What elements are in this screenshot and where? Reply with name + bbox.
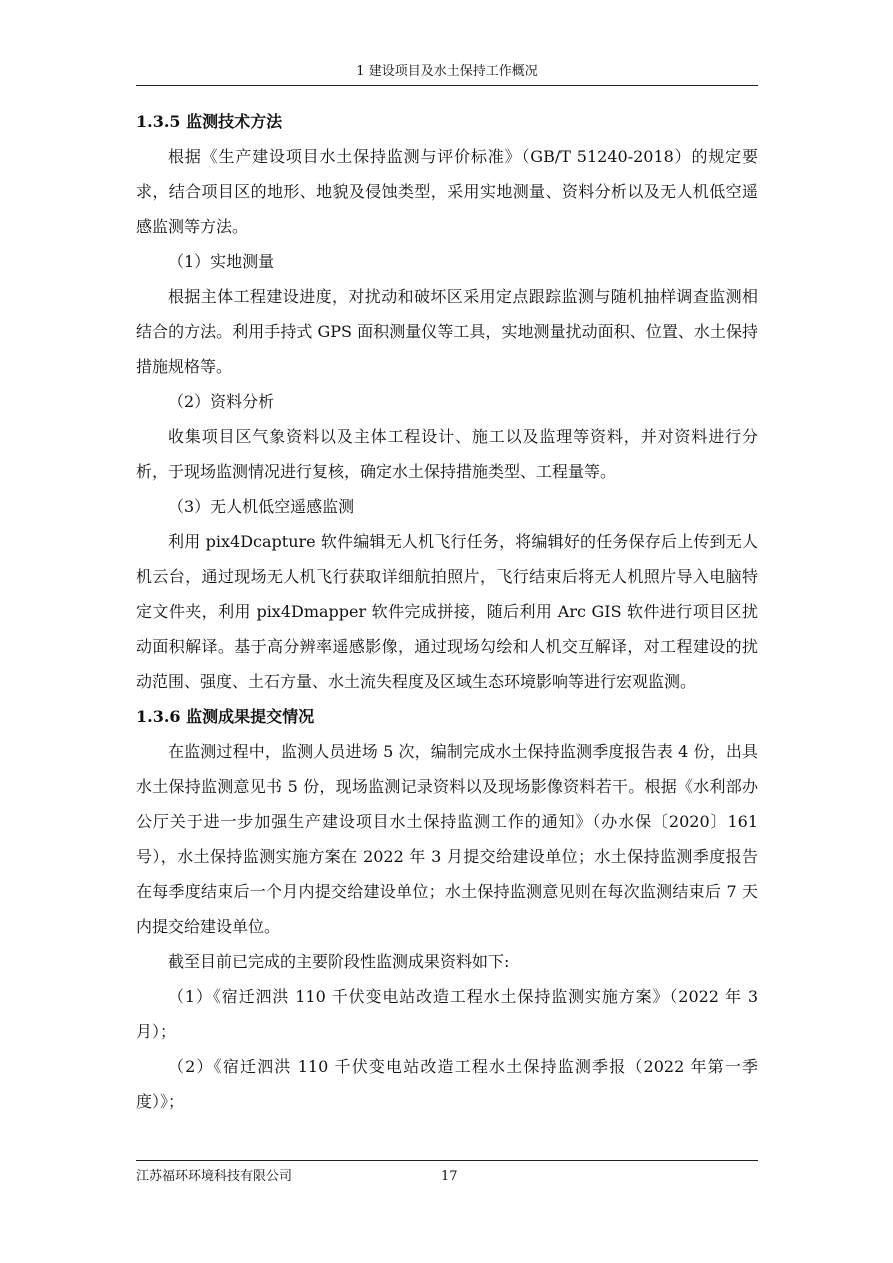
method-title-field-survey: （1）实地测量 <box>168 252 275 271</box>
section-intro-paragraph: 根据《生产建设项目水土保持监测与评价标准》（GB/T 51240-2018）的规定要求，结合项目区的地形、地貌及侵蚀类型，采用实地测量、资料分析以及无人机低空遥感监测等方法。 <box>136 147 758 236</box>
results-list-item: （1）《宿迁泗洪 110 千伏变电站改造工程水土保持监测实施方案》（2022 年 3 月）； <box>136 987 758 1041</box>
page-number: 17 <box>441 1169 458 1184</box>
page-body <box>136 104 758 1119</box>
method-body-data-analysis: 收集项目区气象资料以及主体工程设计、施工以及监理等资料，并对资料进行分析，于现场监测情况进行复核，确定水土保持措施类型、工程量等。 <box>136 427 758 481</box>
section-heading-1-3-6: 1.3.6 监测成果提交情况 <box>136 707 315 726</box>
page-header: 1 建设项目及水土保持工作概况 <box>136 59 758 86</box>
method-body-uav-remote-sensing: 利用 pix4Dcapture 软件编辑无人机飞行任务，将编辑好的任务保存后上传到无人机云台，通过现场无人机飞行获取详细航拍照片，飞行结束后将无人机照片导入电脑特定文件夹，利用 pix4Dmapper 软件完成拼接，随后利用 Arc GIS 软件进行项目区扰动面积解译。基于高分辨率遥感影像，通过现场勾绘和人机交互解译，对工程建设的扰动范围、强度、土石方量、水土流失程度及区域生态环境影响等进行宏观监测。 <box>136 532 758 691</box>
method-title-data-analysis: （2）资料分析 <box>168 392 275 411</box>
method-title-uav-remote-sensing: （3）无人机低空遥感监测 <box>168 497 355 516</box>
results-list-item: （2）《宿迁泗洪 110 千伏变电站改造工程水土保持监测季报（2022 年第一季度）》； <box>136 1057 758 1111</box>
results-paragraph: 在监测过程中，监测人员进场 5 次，编制完成水土保持监测季度报告表 4 份，出具水土保持监测意见书 5 份，现场监测记录资料以及现场影像资料若干。根据《水利部办公厅关于进一步加强生产建设项目水土保持监测工作的通知》（办水保〔2020〕161 号），水土保持监测实施方案在 2022 年 3 月提交给建设单位；水土保持监测季度报告在每季度结束后一个月内提交给建设单位；水土保持监测意见则在每次监测结束后 7 天内提交给建设单位。 <box>136 742 758 936</box>
footer-company-name: 江苏福环环境科技有限公司 <box>136 1169 293 1184</box>
method-body-field-survey: 根据主体工程建设进度，对扰动和破坏区采用定点跟踪监测与随机抽样调查监测相结合的方法。利用手持式 GPS 面积测量仪等工具，实地测量扰动面积、位置、水土保持措施规格等。 <box>136 287 758 376</box>
section-heading-1-3-5: 1.3.5 监测技术方法 <box>136 112 283 131</box>
results-list-intro: 截至目前已完成的主要阶段性监测成果资料如下: <box>168 952 510 971</box>
footer-divider <box>136 1160 758 1161</box>
